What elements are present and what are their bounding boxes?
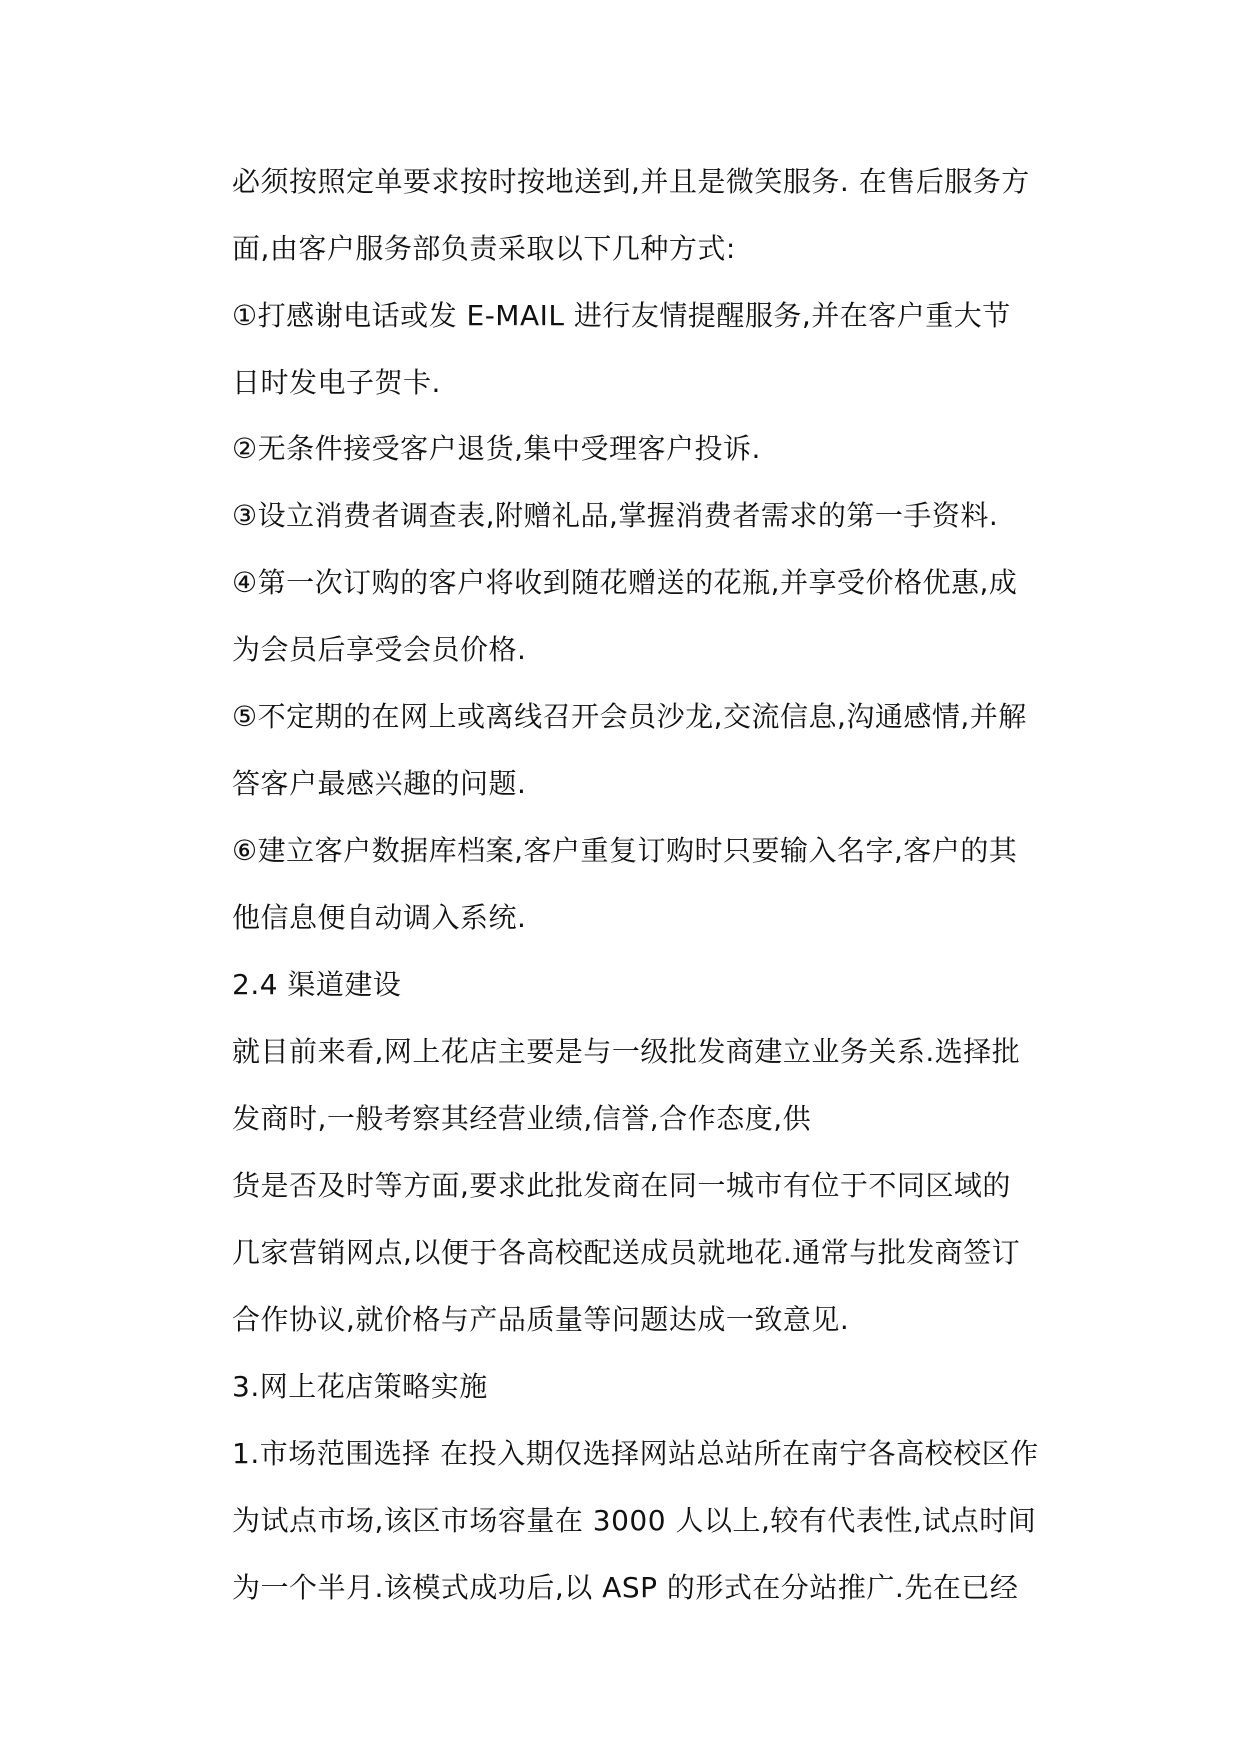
body-text-line: 为会员后享受会员价格. <box>232 633 527 666</box>
body-text-line: 1.市场范围选择 在投入期仅选择网站总站所在南宁各高校校区作 <box>232 1437 1039 1470</box>
body-text-line: ⑤不定期的在网上或离线召开会员沙龙,交流信息,沟通感情,并解 <box>232 700 1027 733</box>
body-text-line: 日时发电子贺卡. <box>232 366 441 399</box>
body-text-line: ③设立消费者调查表,附赠礼品,掌握消费者需求的第一手资料. <box>232 499 999 532</box>
body-text-line: 为试点市场,该区市场容量在 3000 人以上,较有代表性,试点时间 <box>232 1504 1037 1537</box>
body-text-line: ①打感谢电话或发 E-MAIL 进行友情提醒服务,并在客户重大节 <box>232 299 1011 332</box>
body-text-line: ⑥建立客户数据库档案,客户重复订购时只要输入名字,客户的其 <box>232 834 1018 867</box>
body-text-line: 合作协议,就价格与产品质量等问题达成一致意见. <box>232 1303 850 1336</box>
body-text-line: 就目前来看,网上花店主要是与一级批发商建立业务关系.选择批 <box>232 1035 1021 1068</box>
body-text-line: 他信息便自动调入系统. <box>232 901 527 934</box>
body-text-line: 几家营销网点,以便于各高校配送成员就地花.通常与批发商签订 <box>232 1236 1021 1269</box>
body-text-line: 发商时,一般考察其经营业绩,信誉,合作态度,供 <box>232 1102 812 1135</box>
body-text-line: ②无条件接受客户退货,集中受理客户投诉. <box>232 432 761 465</box>
body-text-line: 面,由客户服务部负责采取以下几种方式: <box>232 232 736 265</box>
body-text-line: 答客户最感兴趣的问题. <box>232 767 527 800</box>
body-text-line: 为一个半月.该模式成功后,以 ASP 的形式在分站推广.先在已经 <box>232 1571 1019 1604</box>
body-text-line: 必须按照定单要求按时按地送到,并且是微笑服务. 在售后服务方 <box>232 165 1030 198</box>
section-heading: 2.4 渠道建设 <box>232 968 402 1001</box>
section-heading: 3.网上花店策略实施 <box>232 1370 488 1403</box>
body-text-line: 货是否及时等方面,要求此批发商在同一城市有位于不同区域的 <box>232 1169 1011 1202</box>
body-text-line: ④第一次订购的客户将收到随花赠送的花瓶,并享受价格优惠,成 <box>232 566 1018 599</box>
